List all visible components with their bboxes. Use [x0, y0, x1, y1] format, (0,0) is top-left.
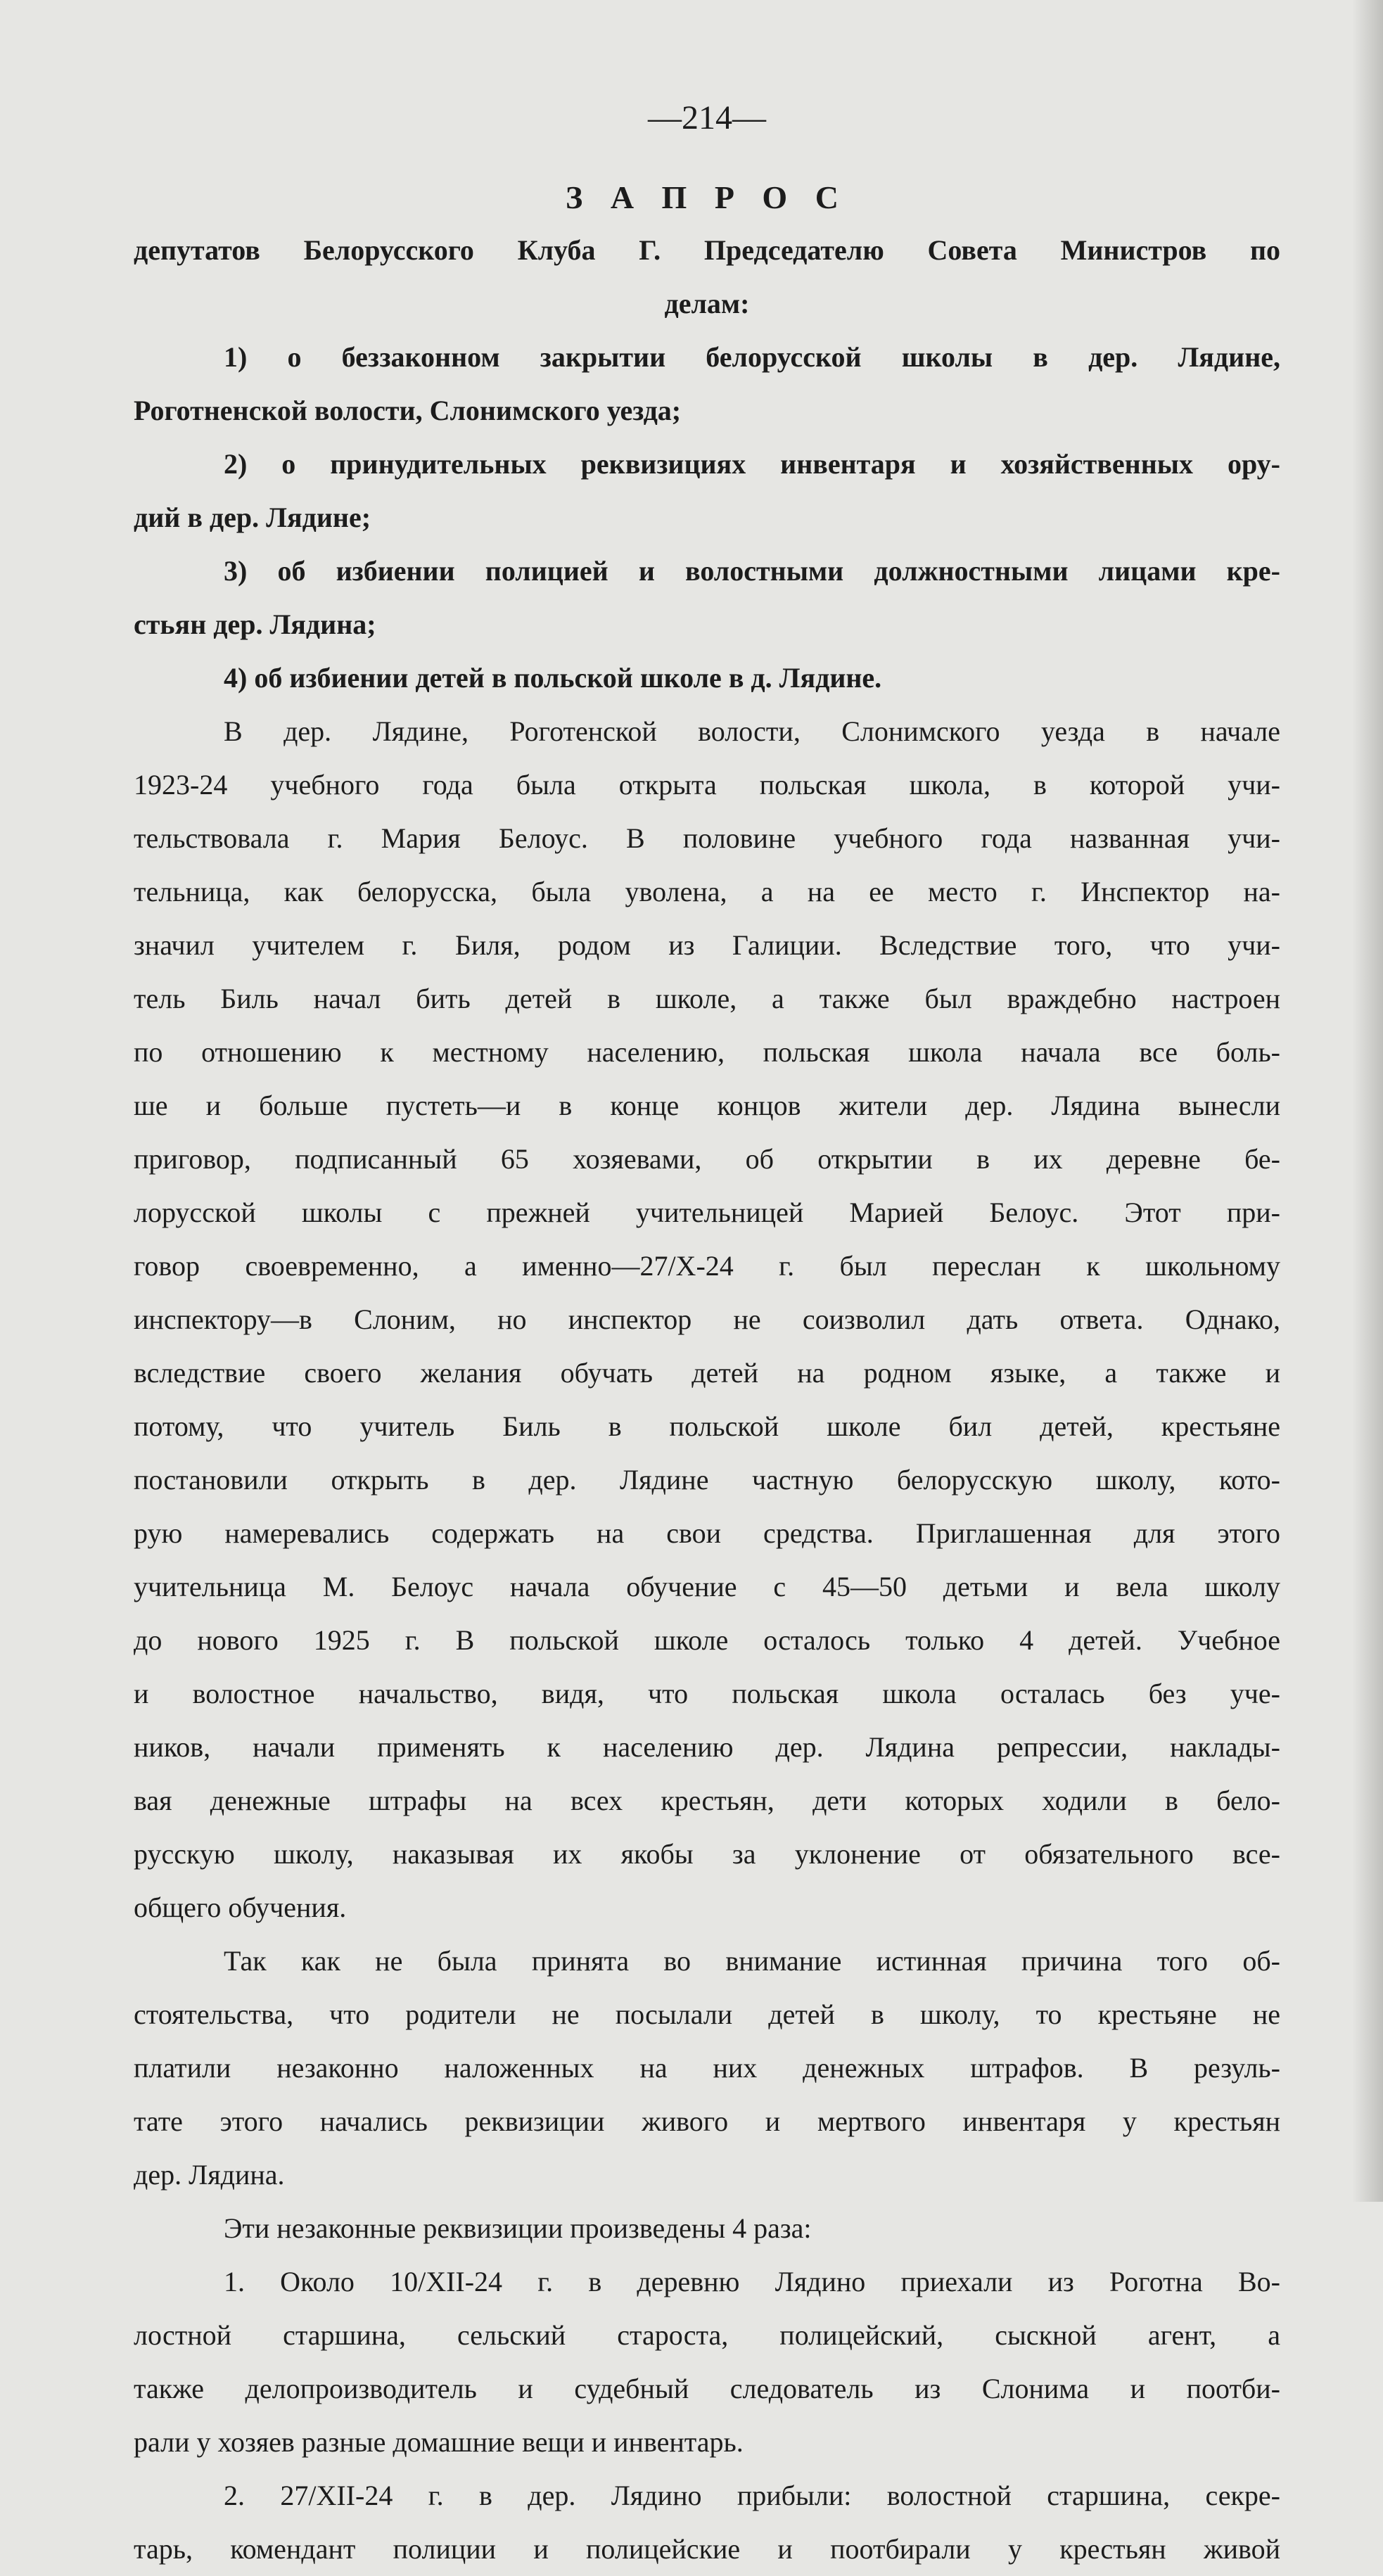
text-line: рую намеревались содержать на свои средства. Приглашенная для этого: [134, 1517, 1280, 1549]
paragraph-requisition-1: [134, 2255, 1280, 2469]
paragraph-fines: [134, 1934, 1280, 2202]
text-line: дер. Лядина.: [134, 2159, 285, 2191]
text-line: тарь, комендант полиции и полицейские и поотбирали у крестьян живой: [134, 2533, 1280, 2565]
subject-item-line: 1) о беззаконном закрытии белорусской школы в дер. Лядине,: [224, 341, 1280, 373]
text-line: вследствие своего желания обучать детей на родном языке, а также и: [134, 1357, 1280, 1389]
text-line: ше и больше пустеть—и в конце концов жители дер. Лядина вынесли: [134, 1090, 1280, 1121]
subject-item-line: стьян дер. Лядина;: [134, 608, 376, 640]
document-title: З А П Р О С: [566, 179, 848, 215]
text-line: постановили открыть в дер. Лядине частную белорусскую школу, кото-: [134, 1464, 1280, 1496]
text-line: 2. 27/XII-24 г. в дер. Лядино прибыли: волостной старшина, секре-: [224, 2480, 1280, 2511]
text-line: платили незаконно наложенных на них денежных штрафов. В резуль-: [134, 2052, 1280, 2084]
text-line: 1923-24 учебного года была открыта польская школа, в которой учи-: [134, 769, 1280, 801]
text-line: по отношению к местному населению, польская школа начала все боль-: [134, 1036, 1280, 1068]
text-line: Эти незаконные реквизиции произведены 4 раза:: [224, 2212, 812, 2244]
text-line: лостной старшина, сельский староста, полицейский, сыскной агент, а: [134, 2319, 1280, 2351]
text-line: тельница, как белорусска, была уволена, а на ее место г. Инспектор на-: [134, 876, 1280, 907]
subject-item-line: 4) об избиении детей в польской школе в д. Лядине.: [224, 662, 882, 694]
text-line: русскую школу, наказывая их якобы за уклонение от обязательного все-: [134, 1838, 1280, 1870]
text-line: рали у хозяев разные домашние вещи и инвентарь.: [134, 2426, 744, 2458]
text-line: В дер. Лядине, Роготенской волости, Слонимского уезда в начале: [224, 715, 1280, 747]
addressee-line: депутатов Белорусского Клуба Г. Председателю Совета Министров по: [134, 234, 1280, 266]
subject-item-line: 3) об избиении полицией и волостными должностными лицами кре-: [224, 555, 1280, 587]
subject-item-line: 2) о принудительных реквизициях инвентаря и хозяйственных ору-: [224, 448, 1280, 480]
addressee-block: [134, 224, 1280, 331]
text-line: инспектору—в Слоним, но инспектор не соизволил дать ответа. Однако,: [134, 1303, 1280, 1335]
text-line: стоятельства, что родители не посылали детей в школу, то крестьяне не: [134, 1998, 1280, 2030]
subject-item-line: Роготненской волости, Слонимского уезда;: [134, 395, 682, 426]
text-line: тельствовала г. Мария Белоус. В половине учебного года названная учи-: [134, 822, 1280, 854]
text-line: до нового 1925 г. В польской школе осталось только 4 детей. Учебное: [134, 1624, 1280, 1656]
text-line: также делопроизводитель и судебный следователь из Слонима и поотби-: [134, 2373, 1280, 2404]
text-line: Так как не была принята во внимание истинная причина того об-: [224, 1945, 1280, 1977]
text-line: тель Биль начал бить детей в школе, а также был враждебно настроен: [134, 983, 1280, 1014]
text-line: и волостное начальство, видя, что польская школа осталась без уче-: [134, 1678, 1280, 1709]
subject-list: [134, 331, 1280, 705]
text-line: 1. Около 10/XII-24 г. в деревню Лядино приехали из Роготна Во-: [224, 2266, 1280, 2297]
paragraph-requisition-2: [134, 2469, 1280, 2576]
text-line: приговор, подписанный 65 хозяевами, об открытии в их деревне бе-: [134, 1143, 1280, 1175]
text-line: вая денежные штрафы на всех крестьян, дети которых ходили в бело-: [134, 1785, 1280, 1816]
text-line: значил учителем г. Биля, родом из Галиции. Вследствие того, что учи-: [134, 929, 1280, 961]
text-line: потому, что учитель Биль в польской школе бил детей, крестьяне: [134, 1410, 1280, 1442]
text-line: общего обучения.: [134, 1892, 347, 1923]
page-number: —214—: [648, 99, 766, 136]
text-line: учительница М. Белоус начала обучение с 45—50 детьми и вела школу: [134, 1571, 1280, 1602]
text-line: говор своевременно, а именно—27/X-24 г. был переслан к школьному: [134, 1250, 1280, 1282]
text-line: ников, начали применять к населению дер. Лядина репрессии, наклады-: [134, 1731, 1280, 1763]
page-edge-shadow: [1352, 0, 1383, 2202]
paragraph-main: [134, 705, 1280, 1934]
text-line: лорусской школы с прежней учительницей Марией Белоус. Этот при-: [134, 1197, 1280, 1228]
subject-item-line: дий в дер. Лядине;: [134, 502, 371, 533]
paragraph-requisitions-intro: [134, 2202, 1280, 2255]
text-line: тате этого начались реквизиции живого и мертвого инвентаря у крестьян: [134, 2105, 1280, 2137]
addressee-line: делам:: [664, 288, 750, 319]
page-text-flow: [134, 90, 1280, 2576]
